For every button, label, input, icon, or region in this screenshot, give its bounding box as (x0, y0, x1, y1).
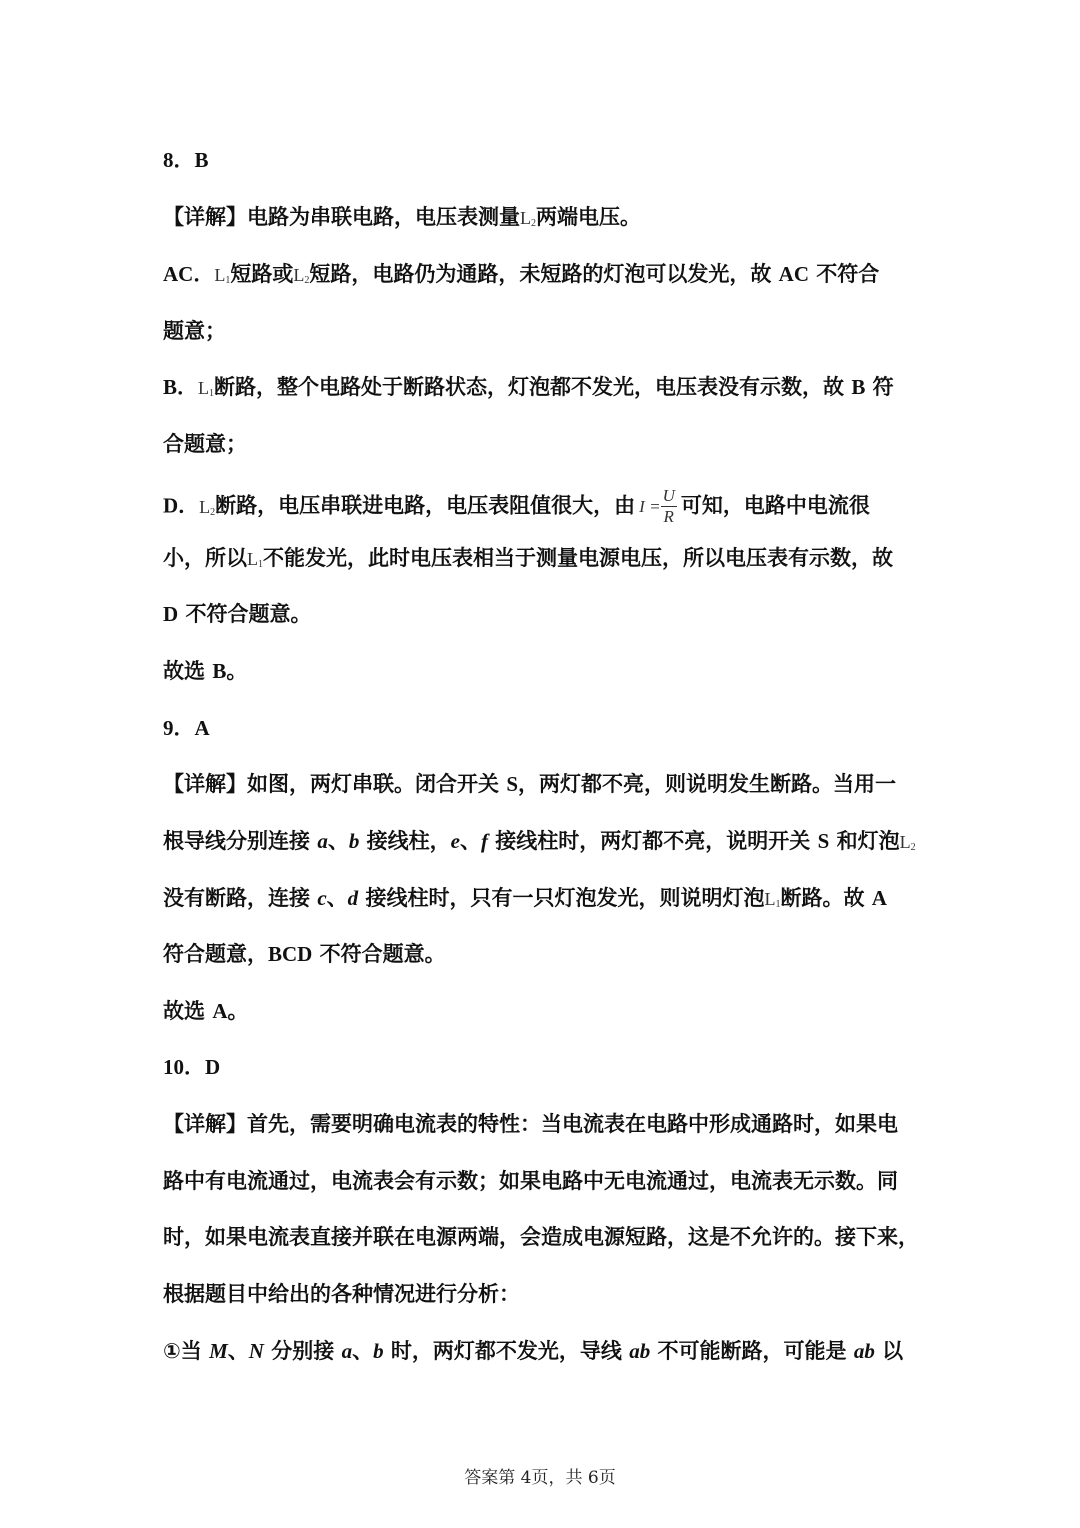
q9-heading: 9．A (163, 716, 210, 740)
q10-detail-line5: ①当 M、N 分别接 a、b 时，两灯都不发光，导线 ab 不可能断路，可能是 ab 以 (163, 1339, 904, 1363)
q8-option-b-line2: 合题意； (163, 432, 247, 456)
symbol-L1: $L_1$ (764, 889, 781, 910)
q8-option-b-line1: B．$L_1$断路，整个电路处于断路状态，灯泡都不发光，电压表没有示数，故 B 符 (163, 375, 894, 399)
symbol-L1: $L_1$ (214, 265, 231, 286)
q9-answer: 故选 A。 (163, 999, 249, 1023)
q8-option-d-line3: D 不符合题意。 (163, 602, 312, 626)
q8-detail-line: 【详解】电路为串联电路，电压表测量$L_2$两端电压。 (163, 205, 641, 229)
symbol-L2: $L_2$ (199, 496, 216, 518)
q8-option-d-line1: D．$L_2$断路，电压串联进电路，电压表阻值很大，由 I = $\frac{U}{R}$ 可知，电路中电流很 (163, 486, 870, 526)
symbol-L1: $L_1$ (198, 378, 215, 399)
q10-detail-line3: 时，如果电流表直接并联在电源两端，会造成电源短路，这是不允许的。接下来， (163, 1225, 919, 1249)
q10-detail-line2: 路中有电流通过，电流表会有示数；如果电路中无电流通过，电流表无示数。同 (163, 1169, 898, 1193)
q8-heading: 8．B (163, 148, 209, 172)
q10-heading: 10．D (163, 1055, 221, 1079)
q9-detail-line1: 【详解】如图，两灯串联。闭合开关 S，两灯都不亮，则说明发生断路。当用一 (163, 772, 896, 796)
q8-answer: 故选 B。 (163, 659, 248, 683)
q8-option-ac-line2: 题意； (163, 319, 226, 343)
q8-option-d-line2: 小，所以$L_1$不能发光，此时电压表相当于测量电源电压，所以电压表有示数，故 (163, 546, 893, 570)
symbol-L2: $L_2$ (899, 832, 916, 853)
q9-detail-line4: 符合题意，BCD 不符合题意。 (163, 942, 446, 966)
symbol-L2: $L_2$ (520, 208, 536, 229)
page-footer: 答案第 4页，共 6页 (464, 1468, 616, 1488)
symbol-L2: $L_2$ (293, 265, 310, 286)
q9-detail-line3: 没有断路，连接 c、d 接线柱时，只有一只灯泡发光，则说明灯泡$L_1$断路。故 A (163, 886, 887, 910)
q10-detail-line4: 根据题目中给出的各种情况进行分析： (163, 1282, 520, 1306)
ohms-law-formula: I = $\frac{U}{R}$ (639, 486, 675, 526)
q9-detail-line2: 根导线分别连接 a、b 接线柱，e、f 接线柱时，两灯都不亮，说明开关 S 和灯泡$L_2$ (163, 829, 916, 853)
q10-detail-line1: 【详解】首先，需要明确电流表的特性：当电流表在电路中形成通路时，如果电 (163, 1112, 898, 1136)
symbol-L1: $L_1$ (247, 549, 263, 570)
q8-option-ac-line1: AC．$L_1$短路或$L_2$短路，电路仍为通路，未短路的灯泡可以发光，故 AC 不符合 (163, 262, 880, 286)
